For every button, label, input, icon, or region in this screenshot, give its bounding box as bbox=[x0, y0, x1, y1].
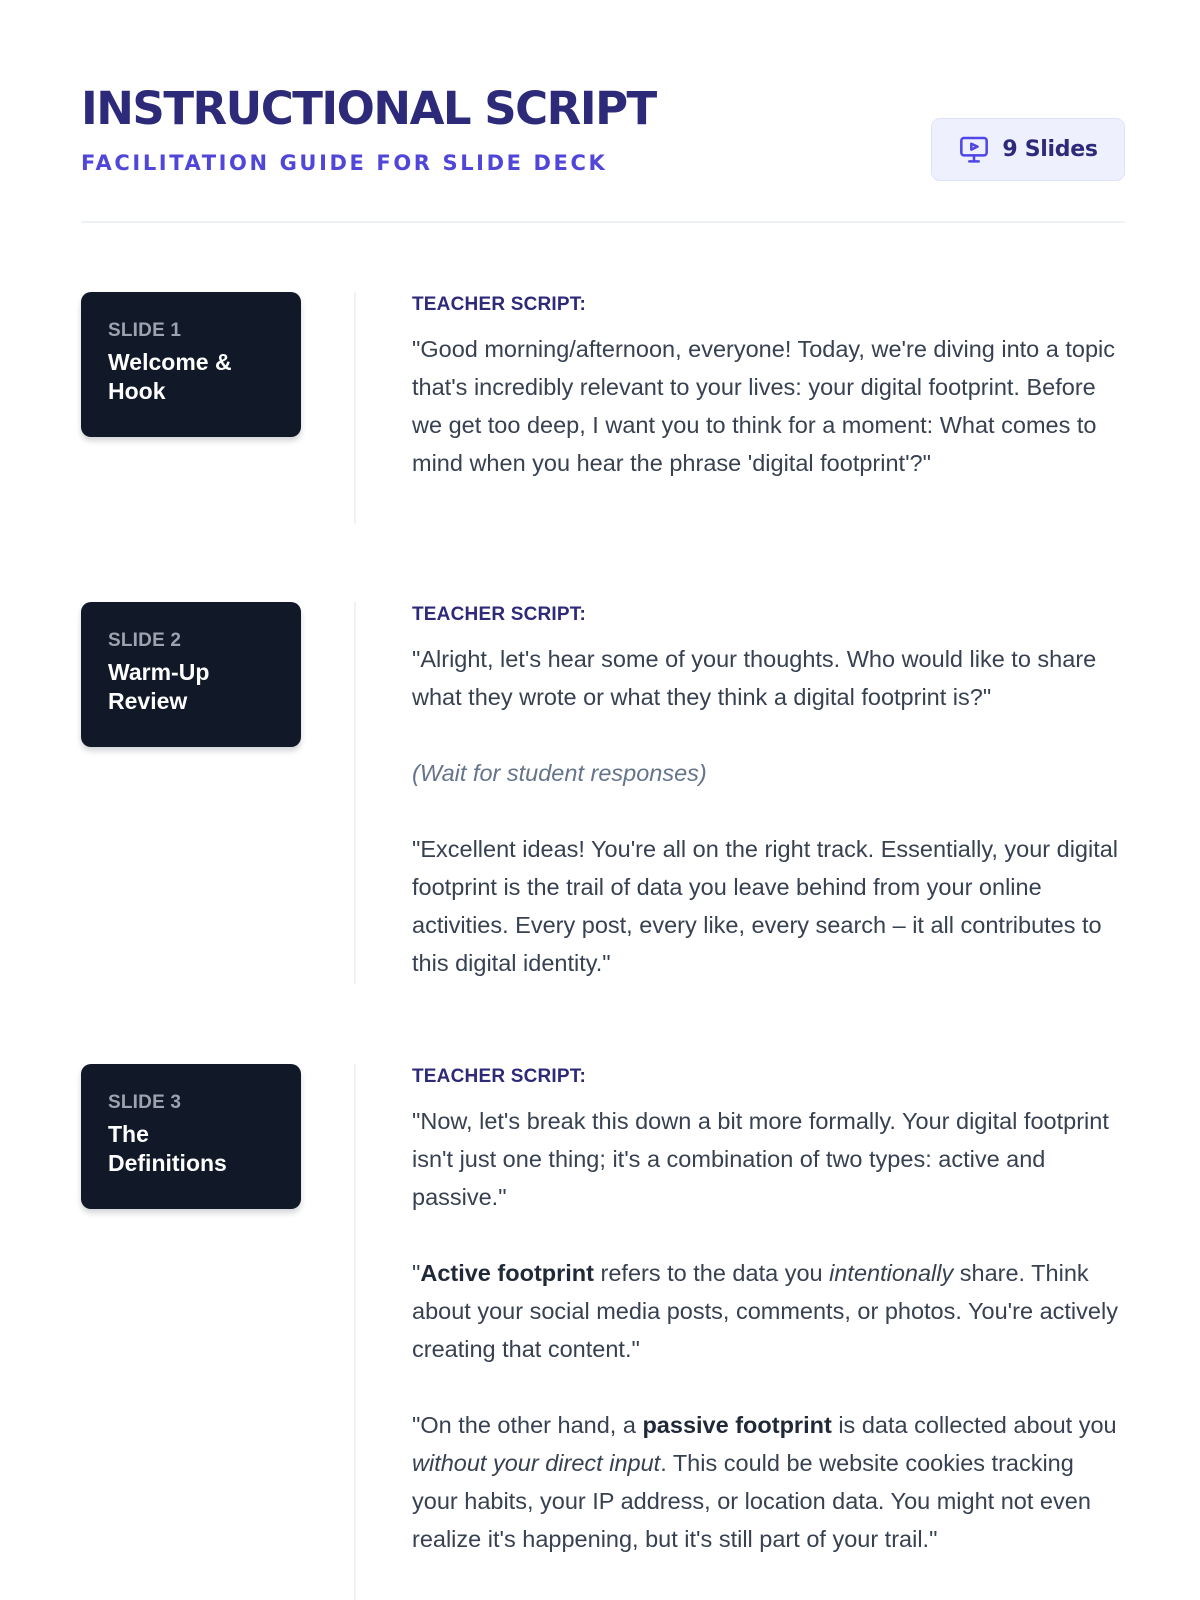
script-paragraph: "Alright, let's hear some of your thoughts. Who would like to share what they wrote or what they think a digital footprint is?" bbox=[412, 646, 1097, 710]
section-divider bbox=[354, 602, 356, 984]
teacher-script-3 bbox=[412, 1064, 1125, 1558]
slide-number: SLIDE 2 bbox=[108, 630, 182, 651]
slide-section-3 bbox=[81, 1064, 1125, 1600]
slide-count-label: 9 Slides bbox=[1002, 137, 1098, 162]
slide-card-3 bbox=[81, 1064, 301, 1209]
text-segment: refers to the data you bbox=[593, 1260, 830, 1286]
script-paragraph: "Excellent ideas! You're all on the right track. Essentially, your digital footprint is the trail of data you leave behind from your online activities. Every post, every like, every search – it all contributes to this digital identity." bbox=[412, 836, 1119, 976]
script-paragraph: "Now, let's break this down a bit more formally. Your digital footprint isn't just one thing; it's a combination of two types: active and passive." bbox=[412, 1108, 1109, 1210]
slide-count-badge bbox=[931, 118, 1125, 181]
text-segment: is data collected about you bbox=[831, 1412, 1117, 1438]
page-header bbox=[81, 0, 1125, 223]
slide-number: SLIDE 3 bbox=[108, 1092, 182, 1113]
page-subtitle: FACILITATION GUIDE FOR SLIDE DECK bbox=[81, 151, 608, 175]
script-stage-direction: (Wait for student responses) bbox=[412, 760, 707, 786]
section-divider bbox=[354, 292, 356, 524]
text-segment: share. Think about your social media posts, comments, or photos. You're actively creating that content." bbox=[412, 1260, 1118, 1362]
slide-title: Warm-Up Review bbox=[108, 659, 210, 714]
emphasis-text: intentionally bbox=[829, 1260, 954, 1286]
slide-card-2 bbox=[81, 602, 301, 747]
section-divider bbox=[354, 1064, 356, 1600]
term-active-footprint: Active footprint bbox=[420, 1260, 594, 1286]
slide-section-2 bbox=[81, 602, 1125, 984]
teacher-script-2 bbox=[412, 602, 1125, 982]
text-segment: " bbox=[412, 1260, 421, 1286]
script-paragraph bbox=[412, 1406, 1125, 1558]
page-title: INSTRUCTIONAL SCRIPT bbox=[81, 82, 656, 135]
script-label: TEACHER SCRIPT: bbox=[412, 1066, 587, 1087]
script-paragraph bbox=[412, 1254, 1125, 1368]
slide-card-1 bbox=[81, 292, 301, 437]
term-passive-footprint: passive footprint bbox=[642, 1412, 832, 1438]
slide-title: The Definitions bbox=[108, 1121, 227, 1176]
slide-number: SLIDE 1 bbox=[108, 320, 182, 341]
script-label: TEACHER SCRIPT: bbox=[412, 294, 587, 315]
teacher-script-1 bbox=[412, 292, 1125, 482]
text-segment: "On the other hand, a bbox=[412, 1412, 643, 1438]
presentation-icon bbox=[958, 134, 990, 166]
page bbox=[81, 0, 1125, 1552]
text-segment: . This could be website cookies tracking your habits, your IP address, or location data. You might not even realize it's happening, but it's still part of your trail." bbox=[412, 1450, 1091, 1552]
slide-title: Welcome & Hook bbox=[108, 349, 232, 404]
emphasis-text: without your direct input bbox=[412, 1450, 661, 1476]
script-label: TEACHER SCRIPT: bbox=[412, 604, 587, 625]
script-paragraph: "Good morning/afternoon, everyone! Today, we're diving into a topic that's incredibly relevant to your lives: your digital footprint. Before we get too deep, I want you to think for a moment: What comes to mind when you hear the phrase 'digital footprint'?" bbox=[412, 336, 1116, 476]
slide-section-1 bbox=[81, 292, 1125, 524]
